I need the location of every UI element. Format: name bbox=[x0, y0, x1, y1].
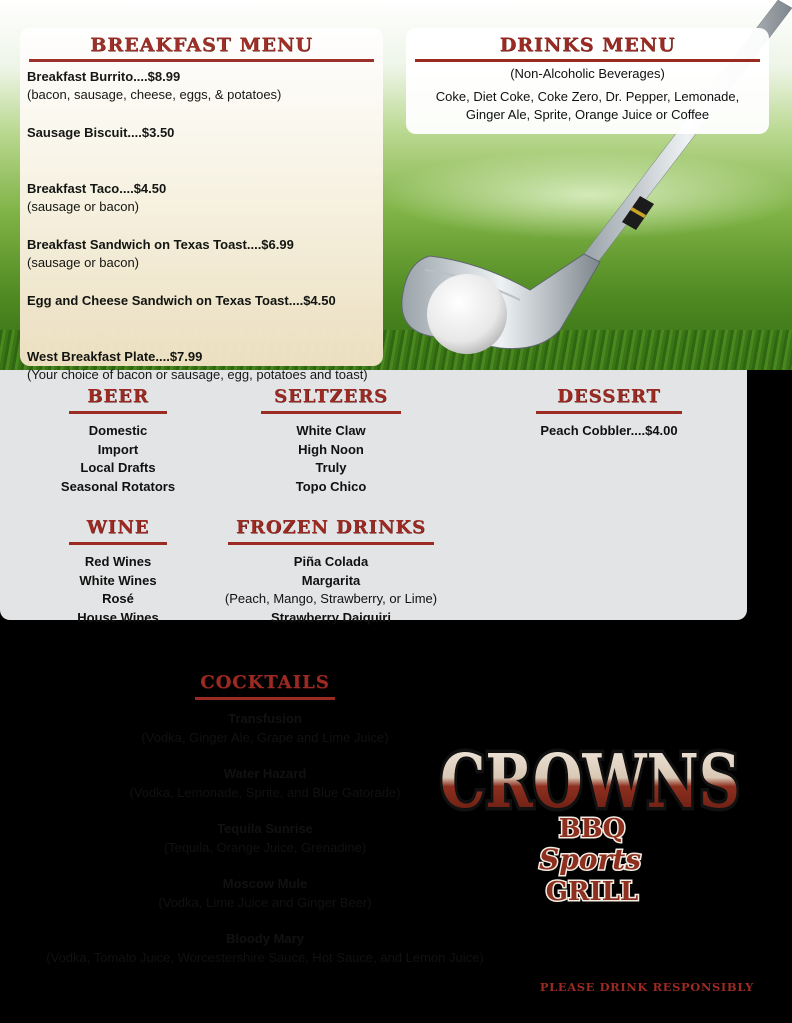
crowns-bbq-logo bbox=[430, 712, 750, 917]
frozen-drinks-title-rule bbox=[228, 542, 434, 545]
breakfast-menu-panel bbox=[20, 28, 383, 382]
drink-responsibly-note: PLEASE DRINK RESPONSIBLY bbox=[539, 980, 754, 994]
cocktail-name: Transfusion bbox=[228, 711, 302, 726]
drinks-title-rule bbox=[415, 59, 760, 62]
beer-item: Domestic bbox=[88, 423, 148, 438]
breakfast-item-desc: (sausage or bacon) bbox=[27, 199, 140, 214]
frozen-drinks-section bbox=[210, 517, 452, 627]
wine-item: House Wines bbox=[77, 609, 159, 625]
drinks-list-line: Coke, Diet Coke, Coke Zero, Dr. Pepper, Lemonade, bbox=[435, 89, 740, 104]
drinks-menu-title: DRINKS MENU bbox=[499, 34, 676, 56]
cocktail-desc: (Vodka, Lemonade, Sprite, and Blue Gatorade) bbox=[129, 784, 401, 800]
breakfast-item-desc: (Your choice of bacon or sausage, egg, potatoes and toast) bbox=[27, 367, 368, 382]
breakfast-title-rule bbox=[29, 59, 374, 62]
breakfast-item bbox=[27, 68, 377, 124]
dessert-item: Peach Cobbler....$4.00 bbox=[540, 423, 678, 438]
breakfast-item bbox=[27, 292, 377, 348]
cocktail-desc: (Vodka, Tomato Juice, Worcestershire Sauce, Hot Sauce, and Lemon Juice) bbox=[46, 949, 484, 965]
seltzers-item: High Noon bbox=[298, 441, 364, 457]
cocktail-desc: (Vodka, Ginger Ale, Grape and Lime Juice) bbox=[141, 729, 389, 745]
seltzers-item: Truly bbox=[315, 460, 347, 475]
logo-line-sports: Sports bbox=[539, 843, 641, 876]
cocktails-title-rule bbox=[195, 697, 335, 700]
beer-title: BEER bbox=[87, 386, 149, 407]
cocktails-title: COCKTAILS bbox=[200, 672, 330, 693]
cocktail-desc: (Tequila, Orange Juice, Grenadine) bbox=[163, 839, 367, 855]
wine-item: Rosé bbox=[102, 591, 134, 606]
drinks-menu-panel bbox=[406, 28, 769, 134]
breakfast-item-desc: (bacon, sausage, cheese, eggs, & potatoes) bbox=[27, 87, 282, 102]
breakfast-item-name: Breakfast Sandwich on Texas Toast....$6.99 bbox=[27, 237, 294, 252]
frozen-drinks-item: Strawberry Daiquiri bbox=[271, 609, 391, 625]
frozen-drinks-note: (Peach, Mango, Strawberry, or Lime) bbox=[224, 591, 438, 606]
breakfast-item-name: Breakfast Burrito....$8.99 bbox=[27, 69, 181, 84]
dessert-title-rule bbox=[536, 411, 682, 414]
frozen-drinks-item: Margarita bbox=[301, 572, 361, 588]
logo-word: CROWNS bbox=[440, 739, 740, 825]
breakfast-item-name: Egg and Cheese Sandwich on Texas Toast....$4.50 bbox=[27, 293, 336, 308]
wine-title-rule bbox=[69, 542, 167, 545]
beer-item: Seasonal Rotators bbox=[60, 478, 176, 494]
wine-section bbox=[60, 517, 176, 627]
cocktail-name: Tequila Sunrise bbox=[217, 821, 313, 836]
breakfast-item-desc: (sausage or bacon) bbox=[27, 255, 140, 270]
seltzers-title-rule bbox=[261, 411, 401, 414]
logo-line-grill: GRILL bbox=[545, 877, 639, 907]
cocktail-name: Water Hazard bbox=[223, 766, 307, 781]
frozen-drinks-item: Piña Colada bbox=[293, 554, 369, 569]
seltzers-section bbox=[258, 386, 404, 496]
drinks-subtitle: (Non-Alcoholic Beverages) bbox=[510, 66, 665, 81]
beer-item: Local Drafts bbox=[80, 460, 156, 475]
wine-item: White Wines bbox=[79, 572, 157, 588]
wine-title: WINE bbox=[86, 517, 150, 538]
beer-title-rule bbox=[69, 411, 167, 414]
frozen-drinks-title: FROZEN DRINKS bbox=[235, 517, 427, 538]
seltzers-item: Topo Chico bbox=[295, 478, 367, 494]
cocktail-name: Bloody Mary bbox=[225, 931, 304, 946]
seltzers-item: White Claw bbox=[296, 423, 366, 438]
dessert-title: DESSERT bbox=[557, 386, 661, 407]
breakfast-item bbox=[27, 180, 377, 236]
cocktail-name: Moscow Mule bbox=[222, 876, 308, 891]
breakfast-item-name: Sausage Biscuit....$3.50 bbox=[27, 125, 175, 140]
breakfast-items bbox=[27, 68, 377, 404]
breakfast-item bbox=[27, 236, 377, 292]
cocktail-item bbox=[30, 930, 500, 967]
drinks-list bbox=[426, 88, 749, 124]
breakfast-item bbox=[27, 124, 377, 180]
breakfast-item-name: West Breakfast Plate....$7.99 bbox=[27, 349, 203, 364]
beer-section bbox=[60, 386, 176, 496]
logo-line-bbq: BBQ bbox=[558, 814, 626, 844]
beer-item: Import bbox=[97, 441, 139, 457]
breakfast-menu-title: BREAKFAST MENU bbox=[90, 34, 313, 56]
seltzers-title: SELTZERS bbox=[273, 386, 389, 407]
wine-item: Red Wines bbox=[84, 554, 152, 569]
dessert-section bbox=[526, 386, 692, 441]
breakfast-item-name: Breakfast Taco....$4.50 bbox=[27, 181, 167, 196]
drinks-list-line: Ginger Ale, Sprite, Orange Juice or Coffee bbox=[465, 107, 710, 122]
cocktail-desc: (Vodka, Lime Juice and Ginger Beer) bbox=[158, 894, 372, 910]
